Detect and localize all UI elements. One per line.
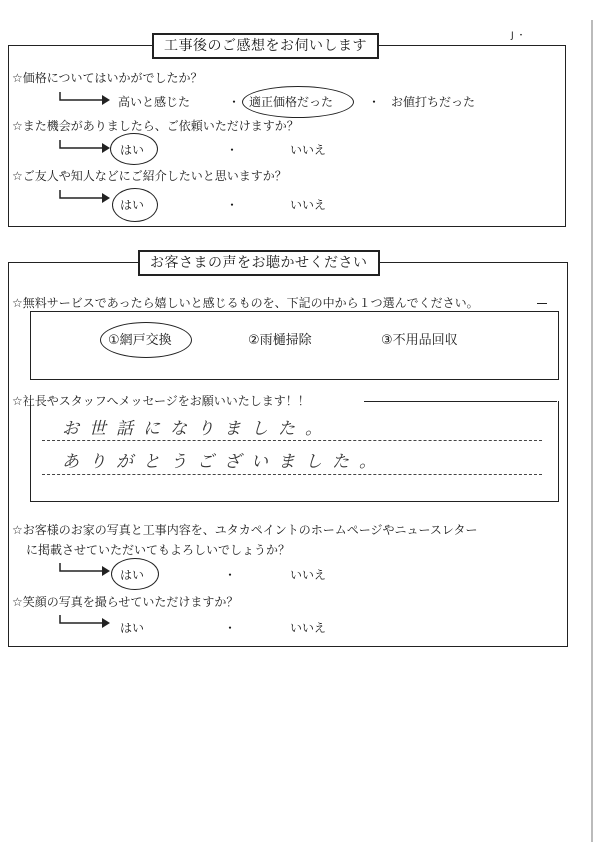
section1-title: 工事後のご感想をお伺いします [152, 33, 379, 59]
selection-circle [110, 133, 158, 165]
q2-option-no[interactable]: いいえ [290, 143, 327, 157]
writing-guide-line [42, 440, 542, 441]
separator: ・ [226, 143, 239, 157]
scan-edge-line [591, 20, 593, 842]
q1-option-bargain[interactable]: お値打ちだった [391, 95, 476, 109]
separator: ・ [224, 568, 237, 582]
q2-text: ☆また機会がありましたら、ご依頼いただけますか？ [12, 119, 299, 133]
q1-text: ☆価格についてはいかがでしたか？ [12, 71, 203, 85]
q3-option-no[interactable]: いいえ [290, 198, 327, 212]
handwritten-message-line1: お世話になりました。 [62, 419, 332, 439]
page-mark: J ・ [511, 31, 526, 41]
q7-option-yes[interactable]: はい [120, 621, 145, 635]
handwritten-message-line2: ありがとうございました。 [62, 452, 386, 472]
q3-option-yes[interactable]: はい [120, 198, 145, 212]
q7-text: ☆笑顔の写真を撮らせていただけますか？ [12, 595, 239, 609]
separator: ・ [224, 621, 237, 635]
q7-option-no[interactable]: いいえ [290, 621, 327, 635]
q4-text: ☆無料サービスであったら嬉しいと感じるものを、下記の中から１つ選んでください。 [12, 296, 479, 310]
q1-arrow-icon [58, 92, 110, 106]
selection-circle [100, 322, 192, 358]
q6-arrow-icon [58, 563, 110, 577]
q4-option-gutter[interactable]: ②雨樋掃除 [248, 333, 312, 348]
q3-text: ☆ご友人や知人などにご紹介したいと思いますか？ [12, 169, 287, 183]
q4-dash [537, 303, 547, 304]
separator: ・ [226, 198, 239, 212]
section2-title: お客さまの声をお聴かせください [138, 250, 380, 276]
q2-option-yes[interactable]: はい [120, 143, 145, 157]
q3-arrow-icon [58, 190, 110, 204]
selection-circle [111, 558, 159, 590]
q7-arrow-icon [58, 615, 110, 629]
q6-option-yes[interactable]: はい [120, 568, 145, 582]
selection-circle [242, 86, 354, 118]
separator: ・ [368, 95, 381, 109]
q5-text: ☆社長やスタッフへメッセージをお願いいたします！！ [12, 394, 310, 408]
writing-guide-line [42, 474, 542, 475]
q4-option-screen[interactable]: ①網戸交換 [108, 333, 172, 348]
q1-option-fair[interactable]: 適正価格だった [249, 95, 334, 109]
q6-option-no[interactable]: いいえ [290, 568, 327, 582]
q1-option-high[interactable]: 高いと感じた [118, 95, 191, 109]
q6-text-line1: ☆お客様のお家の写真と工事内容を、ユタカペイントのホームページやニュースレター [12, 523, 478, 537]
separator: ・ [228, 95, 241, 109]
q4-option-junk[interactable]: ③不用品回収 [381, 333, 458, 348]
selection-circle [112, 188, 158, 222]
q2-arrow-icon [58, 140, 110, 154]
q6-text-line2: に掲載させていただいてもよろしいでしょうか？ [26, 543, 291, 557]
